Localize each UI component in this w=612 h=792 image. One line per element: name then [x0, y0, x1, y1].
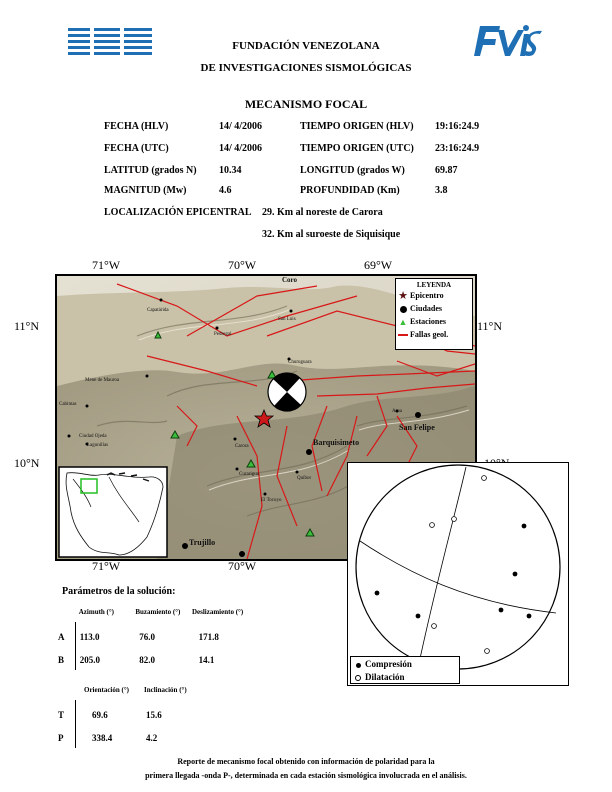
city-el-tocuyo: El Tocuyo [261, 498, 282, 503]
axis-t-label: T [58, 710, 65, 720]
hollow-dot-icon [351, 668, 365, 686]
city-churuguara: Churuguara [288, 360, 312, 365]
caption-line2: primera llegada -onda P-, determinada en cada estación sismológica involucrada en el análisis. [145, 771, 467, 780]
localizacion-label: LOCALIZACIÓN EPICENTRAL [104, 207, 252, 218]
legend-compresion: Compresión [365, 658, 412, 669]
table-row [58, 733, 258, 747]
axis-p-label: P [58, 733, 64, 743]
latitud-label: LATITUD (grados N) [104, 165, 197, 176]
map-right-tick-11n: 11°N [477, 319, 503, 333]
plane-b-azimuth: 205.0 [79, 655, 101, 665]
city-san-felipe: San Felipe [399, 423, 435, 432]
city-mene-de-mauroa: Mene de Mauroa [85, 378, 120, 383]
planes-header-deslizamiento: Deslizamiento (°) [191, 608, 244, 616]
city-coro: Coro [282, 276, 298, 284]
axes-header-orientacion: Orientación (°) [84, 686, 129, 694]
map-top-tick-71w: 71°W [92, 258, 121, 272]
city-lagunillas: Lagunillas [87, 443, 109, 448]
axis-p-orientacion: 338.4 [92, 733, 113, 743]
stereonet-panel [347, 462, 569, 686]
plane-b-deslizamiento: 14.1 [198, 655, 215, 665]
plane-a-buzamiento: 76.0 [139, 632, 155, 642]
fecha-utc-label: FECHA (UTC) [104, 143, 169, 154]
localizacion-line1: 29. Km al noreste de Carora [262, 207, 383, 218]
tiempo-utc-value: 23:16:24.9 [435, 143, 480, 154]
table-row [58, 655, 258, 669]
axes-table [58, 686, 258, 747]
triangle-icon: ▲ [398, 316, 408, 327]
legend-title: LEYENDA [416, 281, 452, 289]
caption-line1: Reporte de mecanismo focal obtenido con información de polaridad para la [177, 757, 435, 766]
planes-header-azimuth: Azimuth (°) [78, 608, 115, 616]
profundidad-label: PROFUNDIDAD (Km) [300, 185, 400, 196]
city-curarigua: Curarigua [239, 472, 259, 477]
city-aroa: Aroa [392, 409, 402, 414]
city-pedregal: Pedregal [214, 332, 232, 337]
plane-a-deslizamiento: 171.8 [198, 632, 219, 642]
planes-table [58, 608, 258, 669]
city-cabimas: Cabimas [59, 402, 77, 407]
fecha-hlv-value: 14/ 4/2006 [219, 121, 263, 132]
city-trujillo: Trujillo [189, 538, 216, 547]
localizacion-line2: 32. Km al suroeste de Siquisique [262, 229, 401, 240]
magnitud-value: 4.6 [219, 185, 232, 196]
table-row [58, 632, 258, 646]
map-left-tick-10n: 10°N [14, 456, 40, 470]
map-top-tick-69w: 69°W [364, 258, 393, 272]
plane-b-buzamiento: 82.0 [139, 655, 155, 665]
map-left-tick-11n: 11°N [14, 319, 40, 333]
org-name-line2: DE INVESTIGACIONES SISMOLÓGICAS [200, 62, 412, 74]
city-quibor: Quíbor [297, 476, 312, 481]
page-title: MECANISMO FOCAL [244, 97, 368, 111]
map-top-tick-70w: 70°W [228, 258, 257, 272]
org-name-line1: FUNDACIÓN VENEZOLANA [232, 40, 380, 52]
legend-fallas: Fallas geol. [410, 330, 449, 339]
fecha-hlv-label: FECHA (HLV) [104, 121, 169, 132]
legend-ciudades: Ciudades [410, 304, 443, 313]
city-ciudad-ojeda: Ciudad Ojeda [79, 434, 107, 439]
city-capatarida: Capatárida [147, 308, 169, 313]
latitud-value: 10.34 [219, 165, 242, 176]
axis-t-orientacion: 69.6 [92, 710, 108, 720]
axis-t-inclinacion: 15.6 [146, 710, 162, 720]
stereonet-legend [350, 656, 460, 684]
axes-header-inclinacion: Inclinación (°) [144, 686, 187, 694]
map-legend [395, 278, 473, 350]
city-san-luis: San Luis [278, 317, 296, 322]
magnitud-label: MAGNITUD (Mw) [104, 185, 187, 196]
dot-icon [396, 300, 410, 318]
longitud-value: 69.87 [435, 165, 458, 176]
params-title: Parámetros de la solución: [62, 586, 176, 597]
longitud-label: LONGITUD (grados W) [300, 165, 405, 176]
tiempo-hlv-label: TIEMPO ORIGEN (HLV) [300, 121, 414, 132]
legend-estaciones: Estaciones [410, 317, 446, 326]
table-row [58, 710, 258, 724]
profundidad-value: 3.8 [435, 185, 448, 196]
fecha-utc-value: 14/ 4/2006 [219, 143, 263, 154]
city-carora: Carora [235, 444, 249, 449]
fault-line-icon [396, 326, 410, 344]
map-bottom-tick-71w: 71°W [92, 559, 121, 573]
map-bottom-tick-70w: 70°W [228, 559, 257, 573]
legend-epicentro: Epicentro [410, 291, 444, 300]
axis-p-inclinacion: 4.2 [146, 733, 158, 743]
tiempo-hlv-value: 19:16:24.9 [435, 121, 480, 132]
star-icon: ★ [398, 290, 408, 302]
legend-dilatacion: Dilatación [365, 671, 405, 682]
city-barquisimeto: Barquisimeto [313, 438, 360, 447]
plane-a-azimuth: 113.0 [79, 632, 100, 642]
plane-b-label: B [58, 655, 65, 665]
planes-header-buzamiento: Buzamiento (°) [135, 608, 181, 616]
plane-a-label: A [58, 632, 65, 642]
tiempo-utc-label: TIEMPO ORIGEN (UTC) [300, 143, 414, 154]
